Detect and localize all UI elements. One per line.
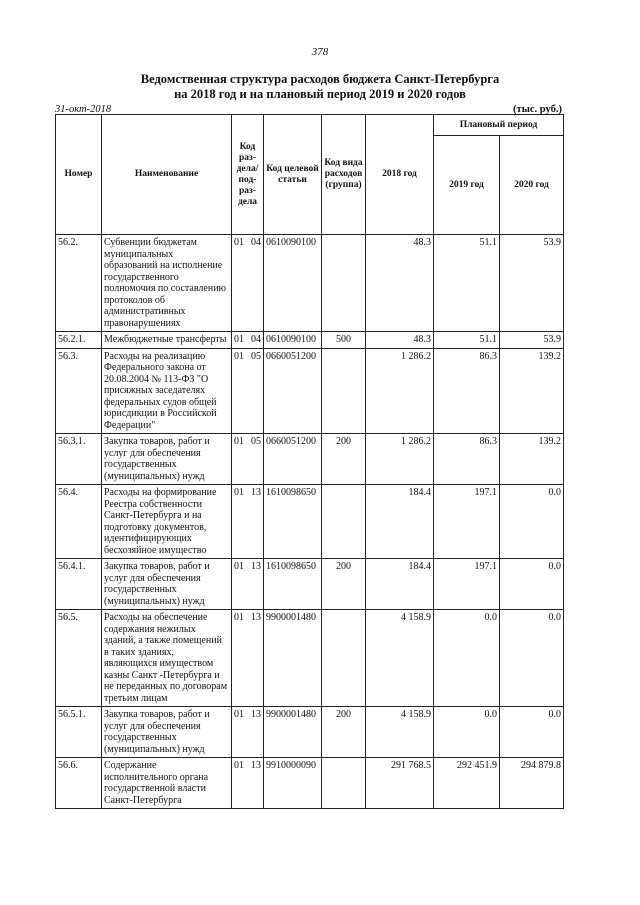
page-number: 378 <box>311 46 329 58</box>
section-code: 01 <box>234 436 244 447</box>
row-name: Закупка товаров, работ и услуг для обеспечения государственных (муниципальных) нужд <box>102 707 232 758</box>
row-section <box>232 610 264 707</box>
header-2018: 2018 год <box>366 115 434 235</box>
row-name: Межбюджетные трансферты <box>102 332 232 349</box>
table-row <box>56 758 564 809</box>
row-section <box>232 758 264 809</box>
table-row <box>56 707 564 758</box>
table-row <box>56 348 564 434</box>
table-row <box>56 235 564 332</box>
row-target: 9900001480 <box>264 610 322 707</box>
row-value-2018: 184.4 <box>366 485 434 559</box>
row-expense-type: 200 <box>322 707 366 758</box>
subsection-code: 13 <box>251 709 261 720</box>
subsection-code: 13 <box>251 612 261 623</box>
row-name: Расходы на обеспечение содержания нежилых зданий, а также помещений в таких зданиях, являющихся имуществом казны Санкт -Петербурга и не переданных по договорам третьим лицам <box>102 610 232 707</box>
header-name: Наименование <box>102 115 232 235</box>
table-row <box>56 434 564 485</box>
row-target: 0610090100 <box>264 235 322 332</box>
row-number: 56.5.1. <box>56 707 102 758</box>
row-section <box>232 485 264 559</box>
row-target: 1610098650 <box>264 485 322 559</box>
row-target: 9910000090 <box>264 758 322 809</box>
row-expense-type <box>322 235 366 332</box>
row-target: 0610090100 <box>264 332 322 349</box>
row-number: 56.4.1. <box>56 559 102 610</box>
title-line-2: на 2018 год и на плановый период 2019 и 2020 годов <box>174 87 466 101</box>
row-value-2020: 139.2 <box>500 348 564 434</box>
row-target: 0660051200 <box>264 348 322 434</box>
table-row <box>56 559 564 610</box>
row-value-2019: 51.1 <box>434 235 500 332</box>
row-value-2018: 1 286.2 <box>366 434 434 485</box>
subsection-code: 13 <box>251 487 261 498</box>
row-value-2019: 0.0 <box>434 707 500 758</box>
row-target: 1610098650 <box>264 559 322 610</box>
row-value-2019: 197.1 <box>434 559 500 610</box>
budget-table <box>55 114 564 809</box>
row-expense-type <box>322 485 366 559</box>
row-number: 56.2.1. <box>56 332 102 349</box>
row-value-2018: 4 158.9 <box>366 707 434 758</box>
units-label: (тыс. руб.) <box>513 104 562 115</box>
row-section <box>232 559 264 610</box>
header-2019: 2019 год <box>434 136 500 235</box>
row-name: Расходы на реализацию Федерального закона от 20.08.2004 № 113-ФЗ "О присяжных заседателях федеральных судов общей юрисдикции в Российской Федерации" <box>102 348 232 434</box>
section-code: 01 <box>234 709 244 720</box>
row-value-2018: 1 286.2 <box>366 348 434 434</box>
row-name: Расходы на формирование Реестра собственности Санкт-Петербурга и на подготовку документов, идентифицирующих бесхозяйное имущество <box>102 485 232 559</box>
row-value-2020: 0.0 <box>500 559 564 610</box>
subsection-code: 05 <box>251 436 261 447</box>
row-number: 56.3. <box>56 348 102 434</box>
subsection-code: 05 <box>251 350 261 362</box>
row-value-2020: 0.0 <box>500 485 564 559</box>
table-body <box>56 235 564 809</box>
subsection-code: 13 <box>251 561 261 572</box>
row-value-2019: 51.1 <box>434 332 500 349</box>
row-value-2020: 294 879.8 <box>500 758 564 809</box>
row-name: Содержание исполнительного органа государственной власти Санкт-Петербурга <box>102 758 232 809</box>
document-date: 31-окт-2018 <box>55 104 112 115</box>
row-number: 56.2. <box>56 235 102 332</box>
row-section <box>232 707 264 758</box>
section-code: 01 <box>234 237 244 248</box>
section-code: 01 <box>234 334 244 345</box>
row-value-2019: 86.3 <box>434 434 500 485</box>
header-target: Код целевой статьи <box>264 115 322 235</box>
row-name: Закупка товаров, работ и услуг для обеспечения государственных (муниципальных) нужд <box>102 434 232 485</box>
section-code: 01 <box>234 760 244 771</box>
row-value-2020: 53.9 <box>500 235 564 332</box>
row-name: Закупка товаров, работ и услуг для обеспечения государственных (муниципальных) нужд <box>102 559 232 610</box>
row-value-2019: 197.1 <box>434 485 500 559</box>
row-expense-type <box>322 758 366 809</box>
row-expense-type: 500 <box>322 332 366 349</box>
header-section: Код раз-дела/ под-раз-дела <box>232 115 264 235</box>
row-expense-type: 200 <box>322 559 366 610</box>
title-line-1: Ведомственная структура расходов бюджета Санкт-Петербурга <box>140 72 500 86</box>
row-value-2018: 48.3 <box>366 332 434 349</box>
row-expense-type: 200 <box>322 434 366 485</box>
row-number: 56.4. <box>56 485 102 559</box>
subsection-code: 04 <box>251 237 261 248</box>
row-value-2020: 53.9 <box>500 332 564 349</box>
header-expense-type: Код вида расходов (группа) <box>322 115 366 235</box>
row-section <box>232 434 264 485</box>
section-code: 01 <box>234 350 244 362</box>
row-value-2019: 0.0 <box>434 610 500 707</box>
document-title <box>0 72 640 102</box>
subsection-code: 13 <box>251 760 261 771</box>
section-code: 01 <box>234 487 244 498</box>
row-name: Субвенции бюджетам муниципальных образований на исполнение государственного полномочия по составлению протоколов об административных правонарушениях <box>102 235 232 332</box>
row-value-2018: 48.3 <box>366 235 434 332</box>
row-target: 0660051200 <box>264 434 322 485</box>
header-number: Номер <box>56 115 102 235</box>
row-value-2019: 86.3 <box>434 348 500 434</box>
row-value-2020: 0.0 <box>500 610 564 707</box>
table-row <box>56 332 564 349</box>
header-plan-period: Плановый период <box>434 115 564 136</box>
section-code: 01 <box>234 561 244 572</box>
table-header <box>56 115 564 235</box>
row-value-2020: 0.0 <box>500 707 564 758</box>
row-value-2018: 184.4 <box>366 559 434 610</box>
row-value-2018: 4 158.9 <box>366 610 434 707</box>
subsection-code: 04 <box>251 334 261 345</box>
row-number: 56.3.1. <box>56 434 102 485</box>
row-value-2019: 292 451.9 <box>434 758 500 809</box>
row-number: 56.6. <box>56 758 102 809</box>
row-expense-type <box>322 610 366 707</box>
row-section <box>232 348 264 434</box>
row-target: 9900001480 <box>264 707 322 758</box>
row-expense-type <box>322 348 366 434</box>
row-value-2020: 139.2 <box>500 434 564 485</box>
row-section <box>232 332 264 349</box>
table-row <box>56 610 564 707</box>
header-2020: 2020 год <box>500 136 564 235</box>
row-value-2018: 291 768.5 <box>366 758 434 809</box>
row-number: 56.5. <box>56 610 102 707</box>
table-row <box>56 485 564 559</box>
row-section <box>232 235 264 332</box>
section-code: 01 <box>234 612 244 623</box>
